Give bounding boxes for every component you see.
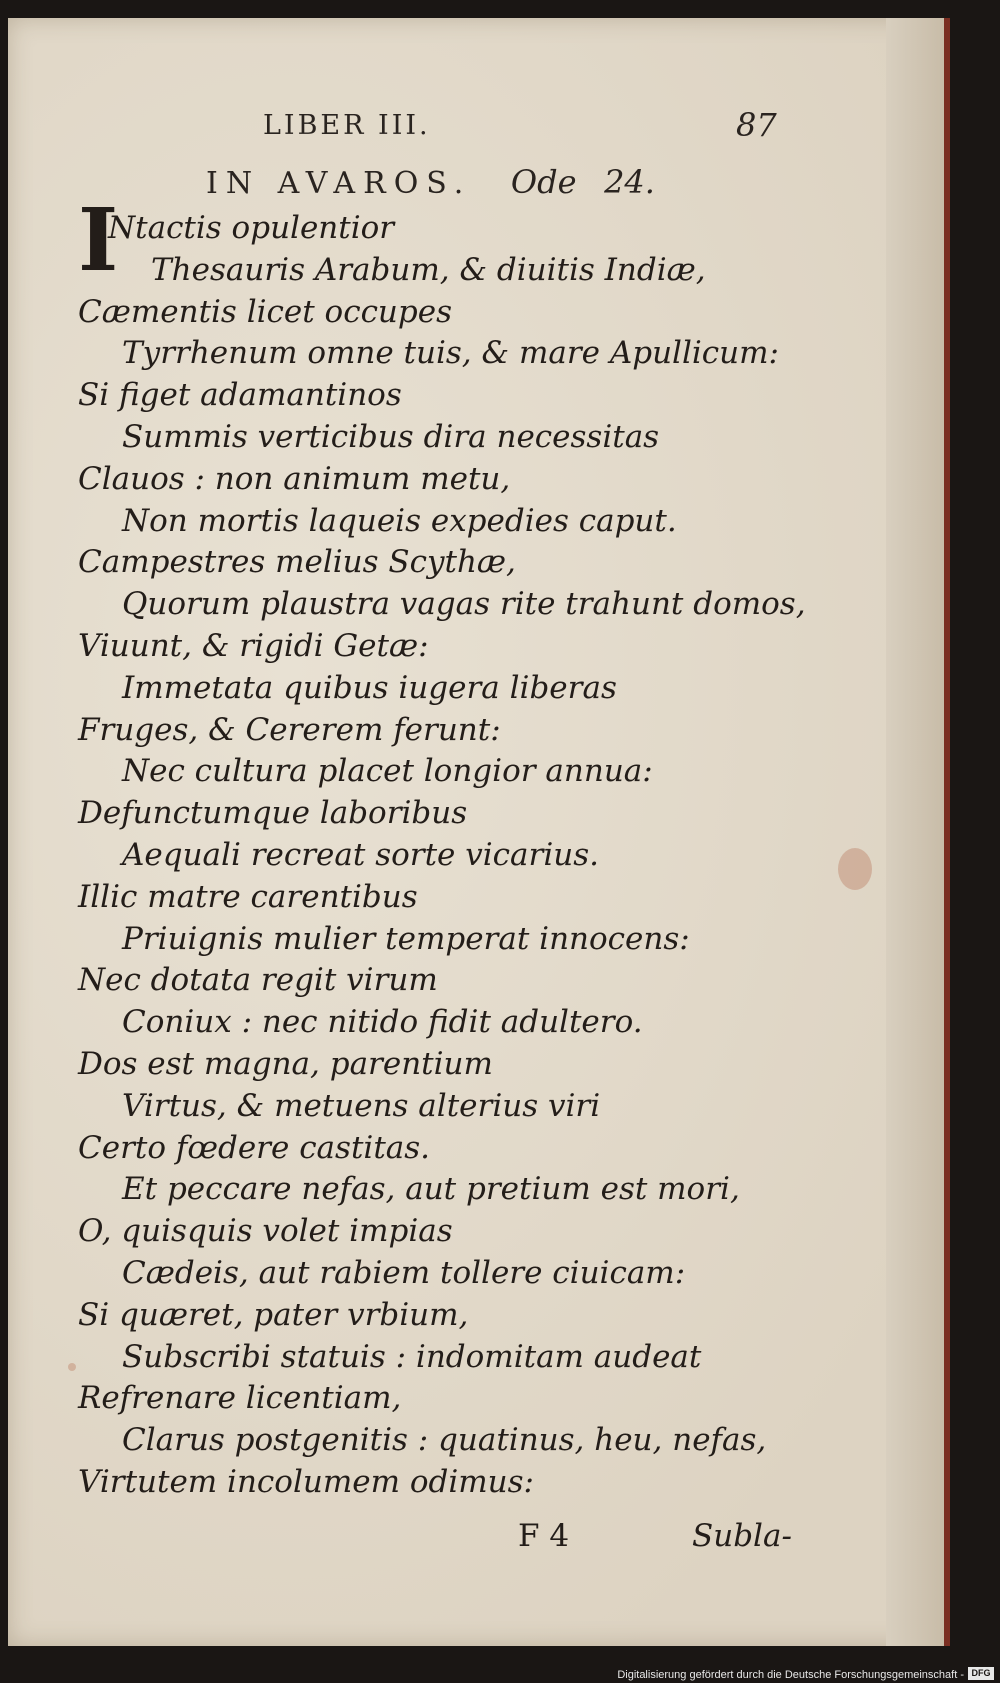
credit-bar xyxy=(0,1663,1000,1683)
poem-line: Virtutem incolumem odimus: xyxy=(78,1463,534,1500)
poem-text xyxy=(78,208,858,1504)
poem-line: Cæmentis licet occupes xyxy=(78,293,452,330)
ode-heading xyxy=(206,163,655,201)
poem-line: Priuignis mulier temperat innocens: xyxy=(122,920,690,957)
poem-line: Viuunt, & rigidi Getæ: xyxy=(78,627,429,664)
poem-line: Et peccare nefas, aut pretium est mori, xyxy=(122,1171,740,1208)
poem-line: Campestres melius Scythæ, xyxy=(78,544,516,581)
running-head xyxy=(8,106,944,150)
paper-stain xyxy=(68,1363,76,1371)
poem-line: Subscribi statuis : indomitam audeat xyxy=(122,1338,702,1375)
page-gutter xyxy=(886,18,944,1646)
page-footer xyxy=(8,1518,944,1558)
ode-label: Ode xyxy=(510,163,577,201)
ode-number: 24. xyxy=(604,163,655,201)
poem-line: Certo fœdere castitas. xyxy=(78,1129,431,1166)
poem-line: Quorum plaustra vagas rite trahunt domos, xyxy=(122,586,806,623)
poem-line: Defunctumque laboribus xyxy=(78,795,468,832)
poem-line: Si quæret, pater vrbium, xyxy=(78,1296,469,1333)
poem-line: Nec dotata regit virum xyxy=(78,962,438,999)
poem-line: Coniux : nec nitido fidit adultero. xyxy=(122,1004,643,1041)
page-number: 87 xyxy=(736,106,777,144)
book-page xyxy=(8,18,950,1646)
credit-text: Digitalisierung gefördert durch die Deutsche Forschungsgemeinschaft - xyxy=(617,1669,964,1681)
poem-line: Non mortis laqueis expedies caput. xyxy=(122,502,677,539)
running-head-title: LIBER III. xyxy=(263,110,431,141)
poem-line: O, quisquis volet impias xyxy=(78,1213,453,1250)
poem-line: Cædeis, aut rabiem tollere ciuicam: xyxy=(122,1254,686,1291)
poem-line: Clauos : non animum metu, xyxy=(78,460,511,497)
poem-line: Dos est magna, parentium xyxy=(78,1045,493,1082)
catchword: Subla- xyxy=(692,1518,792,1554)
poem-line: Nec cultura placet longior annua: xyxy=(122,753,653,790)
ode-title: IN AVAROS. xyxy=(206,166,472,201)
drop-capital: I xyxy=(78,190,119,291)
paper-stain xyxy=(838,848,872,890)
dfg-logo-icon: DFG xyxy=(968,1667,994,1680)
poem-line: Illic matre carentibus xyxy=(78,878,418,915)
poem-line: Virtus, & metuens alterius viri xyxy=(122,1087,601,1124)
poem-line: Tyrrhenum omne tuis, & mare Apullicum: xyxy=(122,335,779,372)
poem-line: Ntactis opulentior xyxy=(108,210,395,246)
poem-line: Si figet adamantinos xyxy=(78,377,402,414)
poem-line: Refrenare licentiam, xyxy=(78,1380,402,1417)
poem-line: Fruges, & Cererem ferunt: xyxy=(78,711,501,748)
signature-mark: F 4 xyxy=(518,1518,570,1554)
poem-line: Clarus postgenitis : quatinus, heu, nefas, xyxy=(122,1422,767,1459)
poem-line: Thesauris Arabum, & diuitis Indiæ, xyxy=(151,251,706,288)
poem-line: Immetata quibus iugera liberas xyxy=(122,669,617,706)
poem-line: Summis verticibus dira necessitas xyxy=(122,418,660,455)
poem-line: Aequali recreat sorte vicarius. xyxy=(122,836,599,873)
